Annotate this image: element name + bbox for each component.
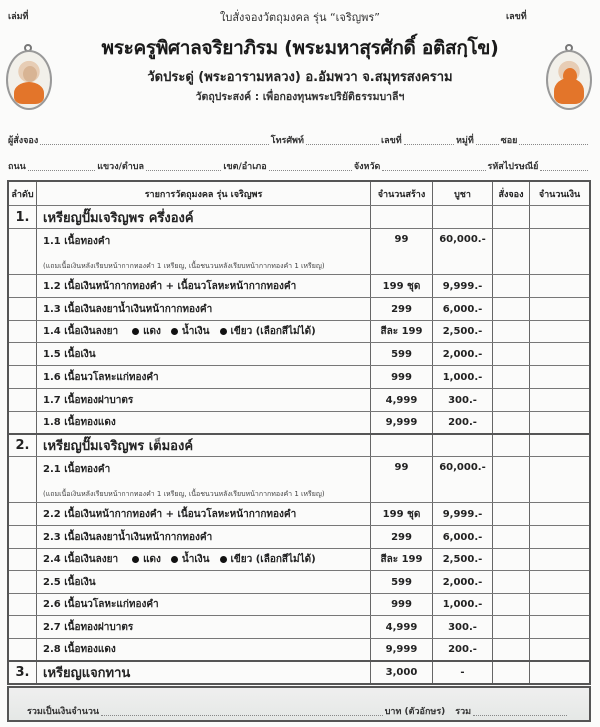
item-price: 1,000.- <box>432 366 492 388</box>
item-name: 2.6 เนื้อนวโลหะแก่ทองคำ <box>36 594 370 615</box>
amount-cell[interactable] <box>529 298 589 320</box>
item-price: 2,500.- <box>432 321 492 342</box>
item-name: 1.5 เนื้อเงิน <box>36 343 370 365</box>
table-row <box>9 615 589 638</box>
section-number: 1. <box>15 209 30 225</box>
amount-cell[interactable] <box>529 503 589 525</box>
phone-label: โทรศัพท์ <box>270 136 304 146</box>
item-price: 60,000.- <box>432 457 492 502</box>
table-row <box>9 274 589 297</box>
amount-cell[interactable] <box>529 343 589 365</box>
section-title: เหรียญปั๊มเจริญพร เต็มองค์ <box>36 435 370 456</box>
item-name: 2.5 เนื้อเงิน <box>36 571 370 593</box>
district-label: เขต/อำเภอ <box>223 162 267 172</box>
item-name: 2.2 เนื้อเงินหน้ากากทองคำ + เนื้อนวโลหะหน้ากากทองคำ <box>36 503 370 525</box>
address-info-row <box>8 159 590 173</box>
province-label: จังหวัด <box>353 162 381 172</box>
monk-portrait-medal-icon <box>6 50 52 110</box>
item-price: 200.- <box>432 412 492 433</box>
table-row <box>9 548 589 570</box>
section-number: 3. <box>15 665 30 680</box>
item-name: 1.4 เนื้อเงินลงยา <box>43 326 119 337</box>
item-name: 2.3 เนื้อเงินลงยาน้ำเงินหน้ากากทองคำ <box>36 526 370 548</box>
item-price: 200.- <box>432 639 492 660</box>
form-number-label: เลขที่ <box>506 12 527 22</box>
item-price: 300.- <box>432 616 492 638</box>
item-quantity: 9,999 <box>370 639 432 660</box>
amount-cell[interactable] <box>529 206 589 228</box>
color-option-red: แดง <box>143 554 161 565</box>
amount-cell[interactable] <box>529 639 589 660</box>
orderer-info-row <box>8 133 590 147</box>
item-name: 2.1 เนื้อทองคำ <box>43 464 111 475</box>
item-cell <box>36 549 370 570</box>
amount-cell[interactable] <box>529 616 589 638</box>
total-summary-box <box>7 686 591 722</box>
item-note: (แถมเนื้อเงินหลังเรียบหน้ากากทองคำ 1 เหรียญ, เนื้อชนวนหลังเรียบหน้ากากทองคำ 1 เหรียญ) <box>43 490 325 498</box>
item-price: 9,999.- <box>432 275 492 297</box>
amount-cell[interactable] <box>529 412 589 433</box>
item-name: 1.1 เนื้อทองคำ <box>43 236 111 247</box>
road-input[interactable] <box>28 170 95 171</box>
empty-cell <box>432 435 492 456</box>
item-note: (แถมเนื้อเงินหลังเรียบหน้ากากทองคำ 1 เหรียญ, เนื้อชนวนหลังเรียบหน้ากากทองคำ 1 เหรียญ) <box>43 262 325 270</box>
subdistrict-input[interactable] <box>146 170 221 171</box>
item-quantity: 4,999 <box>370 616 432 638</box>
amount-cell[interactable] <box>529 662 589 683</box>
item-quantity: 299 <box>370 298 432 320</box>
col-header-order: สั่งจอง <box>492 182 529 205</box>
amount-cell[interactable] <box>529 571 589 593</box>
section-number: 2. <box>15 438 30 453</box>
baht-words-label: บาท (ตัวอักษร) <box>384 707 446 717</box>
order-cell[interactable] <box>492 321 529 342</box>
item-name: 1.6 เนื้อนวโลหะแก่ทองคำ <box>36 366 370 388</box>
order-cell[interactable] <box>492 594 529 615</box>
amount-cell[interactable] <box>529 321 589 342</box>
amount-cell[interactable] <box>529 526 589 548</box>
color-option-green: เขียว (เลือกสีไม่ได้) <box>230 554 316 565</box>
item-name: 1.3 เนื้อเงินลงยาน้ำเงินหน้ากากทองคำ <box>36 298 370 320</box>
item-quantity: สีละ 199 <box>370 549 432 570</box>
item-quantity: สีละ 199 <box>370 321 432 342</box>
soi-input[interactable] <box>519 144 588 145</box>
total-line <box>27 704 569 718</box>
table-row <box>9 228 589 274</box>
order-cell[interactable] <box>492 298 529 320</box>
order-cell[interactable] <box>492 549 529 570</box>
item-name: 1.7 เนื้อทองฝาบาตร <box>36 389 370 411</box>
bullet-icon <box>171 328 178 335</box>
table-row <box>9 297 589 320</box>
table-row <box>9 570 589 593</box>
orderer-label: ผู้สั่งจอง <box>8 136 39 146</box>
soi-label: ซอย <box>500 136 518 146</box>
item-quantity: 99 <box>370 457 432 502</box>
bullet-icon <box>220 328 227 335</box>
col-header-amount: จำนวนเงิน <box>529 182 589 205</box>
item-quantity: 299 <box>370 526 432 548</box>
sum-input[interactable] <box>473 715 567 716</box>
table-row <box>9 411 589 433</box>
amount-cell[interactable] <box>529 457 589 502</box>
sum-label: รวม <box>455 707 472 717</box>
district-input[interactable] <box>269 170 352 171</box>
amount-cell[interactable] <box>529 549 589 570</box>
item-price: 9,999.- <box>432 503 492 525</box>
item-quantity: 4,999 <box>370 389 432 411</box>
table-row <box>9 593 589 615</box>
table-row <box>9 502 589 525</box>
order-cell[interactable] <box>492 275 529 297</box>
item-quantity: 199 ชุด <box>370 275 432 297</box>
amount-cell[interactable] <box>529 435 589 456</box>
amount-cell[interactable] <box>529 275 589 297</box>
orderer-input[interactable] <box>40 144 269 145</box>
moo-input[interactable] <box>476 144 499 145</box>
item-name: 2.7 เนื้อทองฝาบาตร <box>36 616 370 638</box>
item-quantity: 599 <box>370 343 432 365</box>
order-cell[interactable] <box>492 457 529 502</box>
province-input[interactable] <box>382 170 485 171</box>
amount-cell[interactable] <box>529 366 589 388</box>
road-label: ถนน <box>8 162 26 172</box>
section-row-1 <box>9 205 589 228</box>
table-row <box>9 638 589 660</box>
item-quantity: 999 <box>370 594 432 615</box>
col-header-price: บูชา <box>432 182 492 205</box>
empty-cell <box>432 206 492 228</box>
book-number-label: เล่มที่ <box>8 12 29 22</box>
empty-cell <box>9 229 36 274</box>
order-cell[interactable] <box>492 366 529 388</box>
amount-cell[interactable] <box>529 389 589 411</box>
table-row <box>9 525 589 548</box>
seated-monk-medal-icon <box>546 50 592 110</box>
item-quantity: 9,999 <box>370 412 432 433</box>
table-row <box>9 342 589 365</box>
section-row-2 <box>9 433 589 456</box>
table-header-row <box>9 182 589 205</box>
order-cell[interactable] <box>492 435 529 456</box>
postcode-input[interactable] <box>540 170 588 171</box>
item-cell <box>36 229 370 274</box>
bullet-icon <box>171 556 178 563</box>
item-price: 2,500.- <box>432 549 492 570</box>
item-quantity: 999 <box>370 366 432 388</box>
total-amount-text-input[interactable] <box>101 715 383 716</box>
color-option-blue: น้ำเงิน <box>181 326 210 337</box>
item-price: 2,000.- <box>432 343 492 365</box>
item-price: - <box>432 662 492 683</box>
table-row <box>9 320 589 342</box>
order-cell[interactable] <box>492 616 529 638</box>
moo-label: หมู่ที่ <box>456 136 474 146</box>
form-title: ใบสั่งจองวัตถุมงคล รุ่น “เจริญพร” <box>219 11 381 24</box>
item-quantity: 99 <box>370 229 432 274</box>
postcode-label: รหัสไปรษณีย์ <box>487 162 539 172</box>
item-price: 300.- <box>432 389 492 411</box>
bullet-icon <box>132 556 139 563</box>
item-name: 2.8 เนื้อทองแดง <box>36 639 370 660</box>
item-price: 6,000.- <box>432 526 492 548</box>
section-row-3 <box>9 660 589 683</box>
empty-cell <box>370 206 432 228</box>
item-price: 6,000.- <box>432 298 492 320</box>
order-cell[interactable] <box>492 571 529 593</box>
bullet-icon <box>220 556 227 563</box>
subdistrict-label: แขวง/ตำบล <box>97 162 145 172</box>
item-name: 1.2 เนื้อเงินหน้ากากทองคำ + เนื้อนวโลหะหน้ากากทองคำ <box>36 275 370 297</box>
item-price: 2,000.- <box>432 571 492 593</box>
order-cell[interactable] <box>492 206 529 228</box>
house-no-label: เลขที่ <box>381 136 402 146</box>
order-cell[interactable] <box>492 503 529 525</box>
color-option-red: แดง <box>143 326 161 337</box>
item-name: 2.4 เนื้อเงินลงยา <box>43 554 119 565</box>
item-quantity: 3,000 <box>370 662 432 683</box>
section-title: เหรียญปั๊มเจริญพร ครึ่งองค์ <box>36 206 370 228</box>
empty-cell <box>370 435 432 456</box>
total-amount-label: รวมเป็นเงินจำนวน <box>27 707 100 717</box>
col-header-no: ลำดับ <box>11 189 34 200</box>
order-cell[interactable] <box>492 526 529 548</box>
col-header-quantity-made: จำนวนสร้าง <box>370 182 432 205</box>
col-header-item: รายการวัตถุมงคล รุ่น เจริญพร <box>36 182 370 205</box>
table-row <box>9 365 589 388</box>
order-cell[interactable] <box>492 389 529 411</box>
monk-name-title: พระครูพิศาลจริยาภิรม (พระมหาสุรศักดิ์ อติสกฺโข) <box>101 37 499 59</box>
order-cell[interactable] <box>492 639 529 660</box>
item-price: 60,000.- <box>432 229 492 274</box>
item-cell <box>36 457 370 502</box>
color-option-green: เขียว (เลือกสีไม่ได้) <box>230 326 316 337</box>
item-name: 1.8 เนื้อทองแดง <box>36 412 370 433</box>
order-cell[interactable] <box>492 343 529 365</box>
item-price: 1,000.- <box>432 594 492 615</box>
temple-name: วัดประดู่ (พระอารามหลวง) อ.อัมพวา จ.สมุทรสงคราม <box>147 70 453 85</box>
color-option-blue: น้ำเงิน <box>181 554 210 565</box>
table-row <box>9 388 589 411</box>
order-cell[interactable] <box>492 662 529 683</box>
item-quantity: 199 ชุด <box>370 503 432 525</box>
table-row <box>9 456 589 502</box>
item-cell <box>36 321 370 342</box>
amount-cell[interactable] <box>529 594 589 615</box>
phone-input[interactable] <box>306 144 379 145</box>
order-table <box>7 180 591 685</box>
bullet-icon <box>132 328 139 335</box>
order-cell[interactable] <box>492 229 529 274</box>
section-title: เหรียญแจกทาน <box>36 662 370 683</box>
amount-cell[interactable] <box>529 229 589 274</box>
item-quantity: 599 <box>370 571 432 593</box>
house-no-input[interactable] <box>404 144 454 145</box>
order-cell[interactable] <box>492 412 529 433</box>
purpose-text: วัตถุประสงค์ : เพื่อกองทุนพระปริยัติธรรมบาลีฯ <box>195 91 405 103</box>
